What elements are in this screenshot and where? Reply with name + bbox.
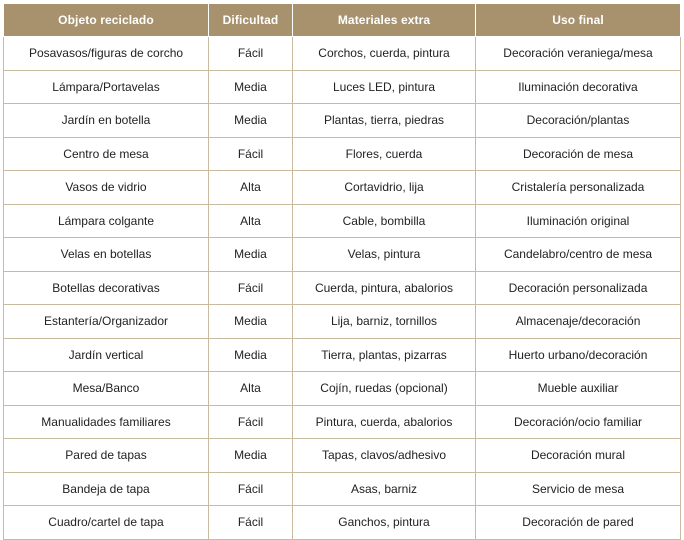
cell-recycled-object: Pared de tapas (4, 439, 209, 473)
table-row (4, 70, 681, 104)
cell-recycled-object: Jardín vertical (4, 338, 209, 372)
header-extra-materials: Materiales extra (293, 4, 476, 37)
cell-difficulty: Alta (209, 204, 293, 238)
cell-extra-materials: Flores, cuerda (293, 137, 476, 171)
cell-recycled-object: Manualidades familiares (4, 405, 209, 439)
cell-final-use: Cristalería personalizada (476, 171, 681, 205)
table-row (4, 305, 681, 339)
header-recycled-object: Objeto reciclado (4, 4, 209, 37)
cell-extra-materials: Lija, barniz, tornillos (293, 305, 476, 339)
cell-recycled-object: Velas en botellas (4, 238, 209, 272)
cell-extra-materials: Pintura, cuerda, abalorios (293, 405, 476, 439)
cell-final-use: Decoración veraniega/mesa (476, 37, 681, 71)
recycling-crafts-table-container (3, 3, 681, 540)
cell-final-use: Decoración de mesa (476, 137, 681, 171)
cell-recycled-object: Estantería/Organizador (4, 305, 209, 339)
cell-final-use: Iluminación original (476, 204, 681, 238)
cell-extra-materials: Velas, pintura (293, 238, 476, 272)
cell-final-use: Decoración de pared (476, 506, 681, 540)
cell-difficulty: Media (209, 238, 293, 272)
cell-difficulty: Media (209, 70, 293, 104)
cell-difficulty: Fácil (209, 37, 293, 71)
cell-extra-materials: Cojín, ruedas (opcional) (293, 372, 476, 406)
cell-final-use: Servicio de mesa (476, 472, 681, 506)
cell-final-use: Decoración/ocio familiar (476, 405, 681, 439)
table-row (4, 171, 681, 205)
table-row (4, 204, 681, 238)
table-row (4, 372, 681, 406)
table-row (4, 104, 681, 138)
cell-final-use: Decoración/plantas (476, 104, 681, 138)
cell-final-use: Huerto urbano/decoración (476, 338, 681, 372)
cell-extra-materials: Tierra, plantas, pizarras (293, 338, 476, 372)
cell-extra-materials: Ganchos, pintura (293, 506, 476, 540)
cell-difficulty: Media (209, 338, 293, 372)
cell-extra-materials: Luces LED, pintura (293, 70, 476, 104)
cell-difficulty: Alta (209, 372, 293, 406)
cell-recycled-object: Posavasos/figuras de corcho (4, 37, 209, 71)
table-row (4, 238, 681, 272)
cell-difficulty: Fácil (209, 405, 293, 439)
cell-recycled-object: Vasos de vidrio (4, 171, 209, 205)
cell-difficulty: Fácil (209, 271, 293, 305)
cell-difficulty: Media (209, 305, 293, 339)
cell-extra-materials: Cable, bombilla (293, 204, 476, 238)
cell-final-use: Decoración personalizada (476, 271, 681, 305)
cell-difficulty: Fácil (209, 506, 293, 540)
header-final-use: Uso final (476, 4, 681, 37)
cell-recycled-object: Mesa/Banco (4, 372, 209, 406)
table-row (4, 472, 681, 506)
cell-final-use: Candelabro/centro de mesa (476, 238, 681, 272)
table-header (4, 4, 681, 37)
cell-extra-materials: Cuerda, pintura, abalorios (293, 271, 476, 305)
cell-final-use: Almacenaje/decoración (476, 305, 681, 339)
cell-difficulty: Alta (209, 171, 293, 205)
cell-final-use: Decoración mural (476, 439, 681, 473)
table-row (4, 37, 681, 71)
cell-difficulty: Media (209, 104, 293, 138)
cell-recycled-object: Cuadro/cartel de tapa (4, 506, 209, 540)
cell-extra-materials: Asas, barniz (293, 472, 476, 506)
cell-recycled-object: Jardín en botella (4, 104, 209, 138)
cell-recycled-object: Lámpara/Portavelas (4, 70, 209, 104)
table-body (4, 37, 681, 540)
table-row (4, 439, 681, 473)
table-row (4, 137, 681, 171)
table-row (4, 506, 681, 540)
cell-difficulty: Fácil (209, 472, 293, 506)
cell-extra-materials: Tapas, clavos/adhesivo (293, 439, 476, 473)
cell-recycled-object: Centro de mesa (4, 137, 209, 171)
cell-extra-materials: Plantas, tierra, piedras (293, 104, 476, 138)
cell-extra-materials: Corchos, cuerda, pintura (293, 37, 476, 71)
header-difficulty: Dificultad (209, 4, 293, 37)
cell-final-use: Mueble auxiliar (476, 372, 681, 406)
cell-difficulty: Fácil (209, 137, 293, 171)
cell-difficulty: Media (209, 439, 293, 473)
table-row (4, 338, 681, 372)
recycling-crafts-table (3, 3, 681, 540)
table-row (4, 271, 681, 305)
table-row (4, 405, 681, 439)
cell-recycled-object: Bandeja de tapa (4, 472, 209, 506)
header-row (4, 4, 681, 37)
cell-final-use: Iluminación decorativa (476, 70, 681, 104)
cell-recycled-object: Lámpara colgante (4, 204, 209, 238)
cell-extra-materials: Cortavidrio, lija (293, 171, 476, 205)
cell-recycled-object: Botellas decorativas (4, 271, 209, 305)
